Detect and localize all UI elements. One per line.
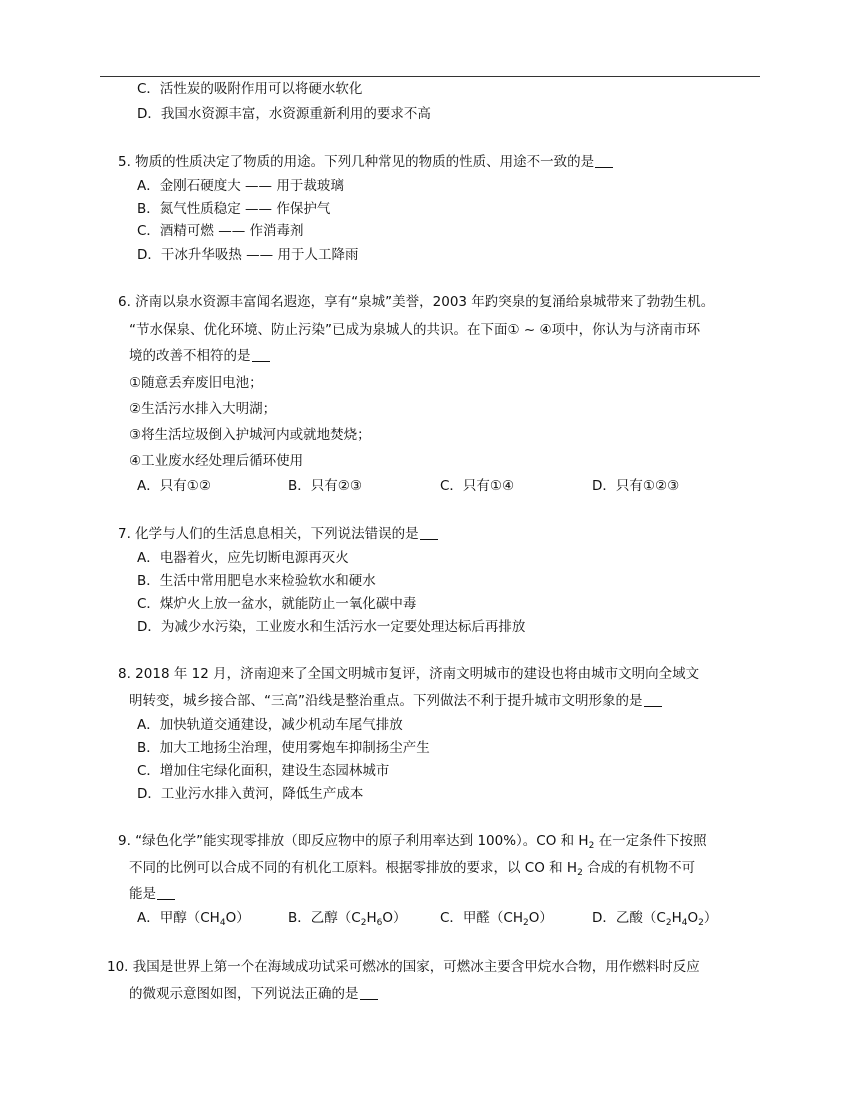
answer-blank [360,985,378,1000]
q6-stem-line1: 6. 济南以泉水资源丰富闻名遐迩，享有“泉城”美誉，2003 年趵突泉的复涌给泉城带来了勃勃生机。 [118,294,715,310]
q5-option-d: D．干冰升华吸热 —— 用于人工降雨 [137,247,359,263]
q6-option-b: B．只有②③ [288,478,362,494]
q8-option-a: A．加快轨道交通建设，减少机动车尾气排放 [137,717,403,733]
q6-item-4: ④工业废水经处理后循环使用 [129,453,304,469]
q9-stem-line1: 9. “绿色化学”能实现零排放（即反应物中的原子利用率达到 100%）。CO 和 $H_2$ 在一定条件下按照 [118,833,707,851]
q6-stem-line2: “节水保泉、优化环境、防止污染”已成为泉城人的共识。在下面① ~ ④项中，你认为与济南市环 [129,322,701,338]
q10-stem-line2: 的微观示意图如图，下列说法正确的是 [129,984,378,1004]
q6-item-2: ②生活污水排入大明湖； [129,401,277,417]
q8-option-b: B．加大工地扬尘治理，使用雾炮车抑制扬尘产生 [137,740,430,756]
q9-stem-line2: 不同的比例可以合成不同的有机化工原料。根据零排放的要求，以 CO 和 $H_2$ 合成的有机物不可 [129,860,696,878]
q6-option-a: A．只有①② [137,478,211,494]
q8-option-c: C．增加住宅绿化面积，建设生态园林城市 [137,763,390,779]
q9-option-d: D．乙酸$(C_2H_4O_2)$ [592,910,718,928]
q5-stem: 5. 物质的性质决定了物质的用途。下列几种常见的物质的性质、用途不一致的是 [118,152,613,172]
q7-option-a: A．电器着火，应先切断电源再灭火 [137,550,349,566]
q7-stem: 7. 化学与人们的生活息息相关，下列说法错误的是 [118,524,438,544]
q9-stem-line3: 能是 [129,884,175,904]
q8-stem-line1: 8. 2018 年 12 月，济南迎来了全国文明城市复评，济南文明城市的建设也将由城市文明向全域文 [118,666,700,682]
answer-blank [157,885,175,900]
q9-option-c: C．甲醛$(CH_2O)$ [440,910,553,928]
q5-option-c: C．酒精可燃 —— 作消毒剂 [137,223,304,239]
q5-option-b: B．氮气性质稳定 —— 作保护气 [137,201,331,217]
q6-stem-line3: 境的改善不相符的是 [129,346,270,366]
q4-option-c: C．活性炭的吸附作用可以将硬水软化 [137,81,363,97]
q6-option-d: D．只有①②③ [592,478,680,494]
q9-option-a: A．甲醇$(CH_4O)$ [137,910,250,928]
q9-option-b: B．乙醇$(C_2H_6O)$ [288,910,407,928]
q10-stem-line1: 10. 我国是世界上第一个在海域成功试采可燃冰的国家，可燃冰主要含甲烷水合物，用作燃料时反应 [107,959,700,975]
answer-blank [595,153,613,168]
header-rule [100,76,760,77]
q8-option-d: D．工业污水排入黄河，降低生产成本 [137,786,364,802]
q8-stem-line2: 明转变，城乡接合部、“三高”沿线是整治重点。下列做法不利于提升城市文明形象的是 [129,691,662,711]
answer-blank [252,347,270,362]
q4-option-d: D．我国水资源丰富，水资源重新利用的要求不高 [137,106,431,122]
q6-item-1: ①随意丢弃废旧电池； [129,375,263,391]
q6-option-c: C．只有①④ [440,478,515,494]
q5-option-a: A．金刚石硬度大 —— 用于裁玻璃 [137,178,344,194]
q7-option-b: B．生活中常用肥皂水来检验软水和硬水 [137,573,376,589]
q7-option-d: D．为减少水污染，工业废水和生活污水一定要处理达标后再排放 [137,619,526,635]
answer-blank [420,525,438,540]
answer-blank [644,692,662,707]
q7-option-c: C．煤炉火上放一盆水，就能防止一氧化碳中毒 [137,596,417,612]
q6-item-3: ③将生活垃圾倒入护城河内或就地焚烧； [129,427,371,443]
